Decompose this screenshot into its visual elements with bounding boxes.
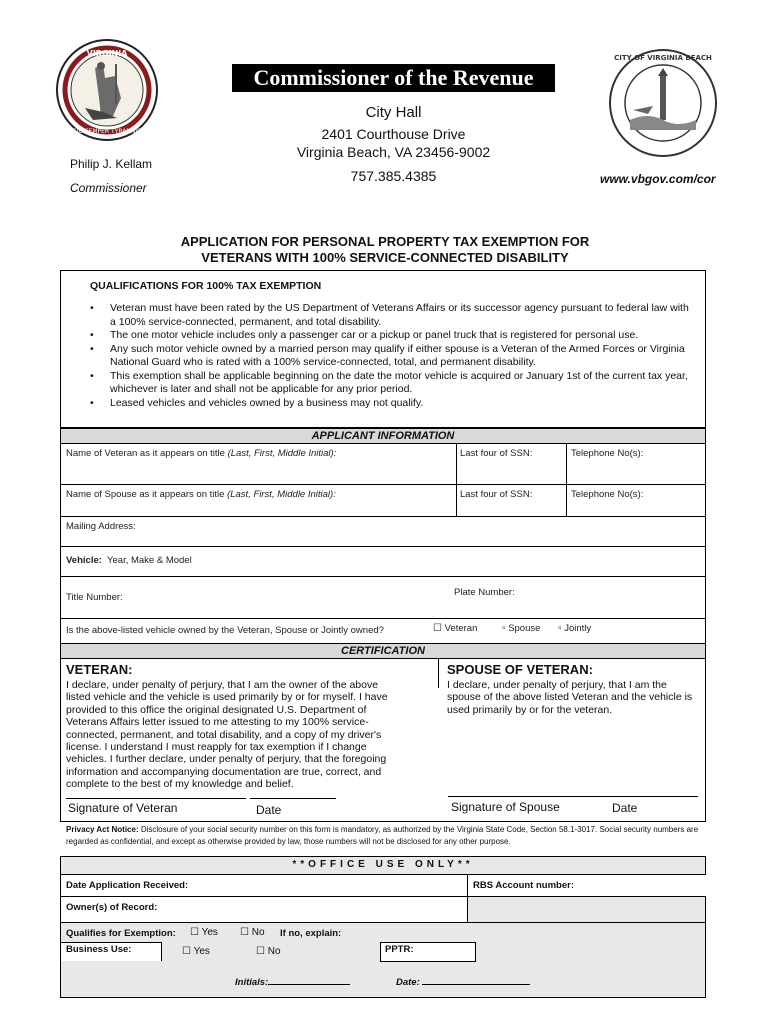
veteran-heading: VETERAN:	[66, 662, 133, 677]
list-item: • This exemption shall be applicable beginning on the date the motor vehicle is acquired or January 1st of the current tax year, whichever is later and shall not be applicable for any prior period.	[90, 370, 690, 397]
veteran-name-field[interactable]: Name of Veteran as it appears on title (Last, First, Middle Initial):	[66, 448, 337, 459]
svg-text:CITY OF VIRGINIA BEACH: CITY OF VIRGINIA BEACH	[614, 54, 712, 62]
checkbox-icon[interactable]: ☐	[240, 927, 249, 938]
checkbox-icon[interactable]: ☐	[433, 623, 442, 634]
qualifies-no-option[interactable]: ☐ No	[240, 927, 265, 938]
list-item: • Leased vehicles and vehicles owned by a business may not qualify.	[90, 397, 690, 411]
virginia-beach-seal-icon	[608, 48, 718, 158]
vehicle-field[interactable]: Vehicle: Year, Make & Model	[66, 555, 192, 566]
veteran-signature-line[interactable]: Signature of Veteran	[68, 801, 178, 815]
list-item: • Veteran must have been rated by the US Department of Veterans Affairs or its successor agency pursuant to federal law with a 100% service-connected, permanent, and total disability.	[90, 302, 690, 329]
owned-question: Is the above-listed vehicle owned by the Veteran, Spouse or Jointly owned?	[66, 625, 384, 636]
veteran-date-line[interactable]: Date	[256, 803, 282, 817]
page-title: Commissioner of the Revenue	[232, 64, 555, 92]
spouse-declaration: I declare, under penalty of perjury, that I am the spouse of the above listed Veteran and the vehicle is used primarily by or for the veteran.	[447, 679, 693, 716]
if-no-explain-field[interactable]: If no, explain:	[280, 928, 342, 939]
commissioner-title: Commissioner	[70, 181, 147, 195]
owner-option-veteran[interactable]: ☐ Veteran	[433, 623, 478, 634]
address-line2: Virginia Beach, VA 23456-9002	[296, 144, 491, 160]
veteran-ssn-field[interactable]: Last four of SSN:	[460, 448, 533, 459]
form-title-line2: VETERANS WITH 100% SERVICE-CONNECTED DISABILITY	[201, 250, 569, 265]
list-item: • The one motor vehicle includes only a passenger car or a pickup or panel truck that is registered for personal use.	[90, 329, 690, 343]
veteran-declaration: I declare, under penalty of perjury, that I am the owner of the above listed vehicle and the vehicle is used primarily by or for myself. I have provided to this office the original designated U.S. Department of Veterans Affairs letter issued to me attesting to my 100% service-connected, permanent, and total disability, and a copy of my driver's license. I understand I must reapply for tax exemption if I change vehicles. I further declare, under penalty of perjury, that the foregoing information and accompanying documentation are true, correct, and complete to the best of my knowledge and belief.	[66, 679, 388, 791]
pptr-field[interactable]: PPTR:	[385, 944, 414, 955]
owner-option-spouse[interactable]: ▫ Spouse	[502, 623, 541, 634]
checkbox-icon[interactable]: ☐	[256, 946, 265, 957]
svg-text:VIRGINIA: VIRGINIA	[86, 49, 128, 58]
spouse-ssn-field[interactable]: Last four of SSN:	[460, 489, 533, 500]
certification-section-header: CERTIFICATION	[60, 643, 706, 659]
spouse-phone-field[interactable]: Telephone No(s):	[571, 489, 644, 500]
applicant-section	[60, 443, 706, 645]
checkbox-icon[interactable]: ☐	[182, 946, 191, 957]
spouse-date-line[interactable]: Date	[612, 801, 638, 815]
qualifies-label: Qualifies for Exemption:	[66, 928, 176, 939]
form-title-line1: APPLICATION FOR PERSONAL PROPERTY TAX EXEMPTION FOR	[180, 234, 590, 249]
date-received-field[interactable]: Date Application Received:	[66, 880, 189, 891]
business-use-yes-option[interactable]: ☐ Yes	[182, 946, 210, 957]
rbs-account-field[interactable]: RBS Account number:	[473, 880, 574, 891]
qualifies-yes-option[interactable]: ☐ Yes	[190, 927, 218, 938]
title-number-field[interactable]: Title Number:	[66, 592, 123, 603]
svg-text:SIC SEMPER TYRANNIS: SIC SEMPER TYRANNIS	[73, 128, 141, 135]
spouse-name-field[interactable]: Name of Spouse as it appears on title (Last, First, Middle Initial):	[66, 489, 336, 500]
owners-of-record-field[interactable]: Owner(s) of Record:	[66, 902, 158, 913]
checkbox-icon[interactable]: ▫	[558, 623, 562, 634]
spouse-signature-line[interactable]: Signature of Spouse	[451, 800, 560, 814]
spouse-heading: SPOUSE OF VETERAN:	[447, 662, 593, 677]
qualifications-heading: QUALIFICATIONS FOR 100% TAX EXEMPTION	[90, 280, 322, 292]
virginia-seal-icon	[55, 38, 159, 142]
qualifications-list	[90, 302, 690, 410]
address-line1: 2401 Courthouse Drive	[321, 126, 466, 142]
business-use-label: Business Use:	[66, 944, 132, 955]
phone-number: 757.385.4385	[350, 168, 437, 184]
office-name: City Hall	[365, 104, 422, 121]
veteran-phone-field[interactable]: Telephone No(s):	[571, 448, 644, 459]
checkbox-icon[interactable]: ▫	[502, 623, 506, 634]
commissioner-name: Philip J. Kellam	[70, 157, 153, 171]
mailing-address-field[interactable]: Mailing Address:	[66, 521, 136, 532]
list-item: • Any such motor vehicle owned by a married person may qualify if either spouse is a Veteran of the Armed Forces or Virginia National Guard who is rated with a 100% service-connected, total, and permanent disability.	[90, 343, 690, 370]
applicant-section-header: APPLICANT INFORMATION	[60, 428, 706, 444]
office-use-heading: **OFFICE USE ONLY**	[292, 859, 474, 870]
office-date-field[interactable]: Date:	[396, 977, 530, 988]
owner-option-jointly[interactable]: ▫ Jointly	[558, 623, 592, 634]
plate-number-field[interactable]: Plate Number:	[454, 587, 515, 598]
initials-field[interactable]: Initials:	[235, 977, 350, 988]
business-use-no-option[interactable]: ☐ No	[256, 946, 281, 957]
website-link[interactable]: www.vbgov.com/cor	[600, 172, 716, 186]
checkbox-icon[interactable]: ☐	[190, 927, 199, 938]
privacy-notice: Privacy Act Notice: Disclosure of your social security number on this form is mandatory, as authorized by the Virginia State Code, Section 58.1-3017. Social security numbers are regarded as confidential, and except as otherwise provided by law, those numbers will not be disclosed for any other purpose.	[66, 825, 699, 846]
